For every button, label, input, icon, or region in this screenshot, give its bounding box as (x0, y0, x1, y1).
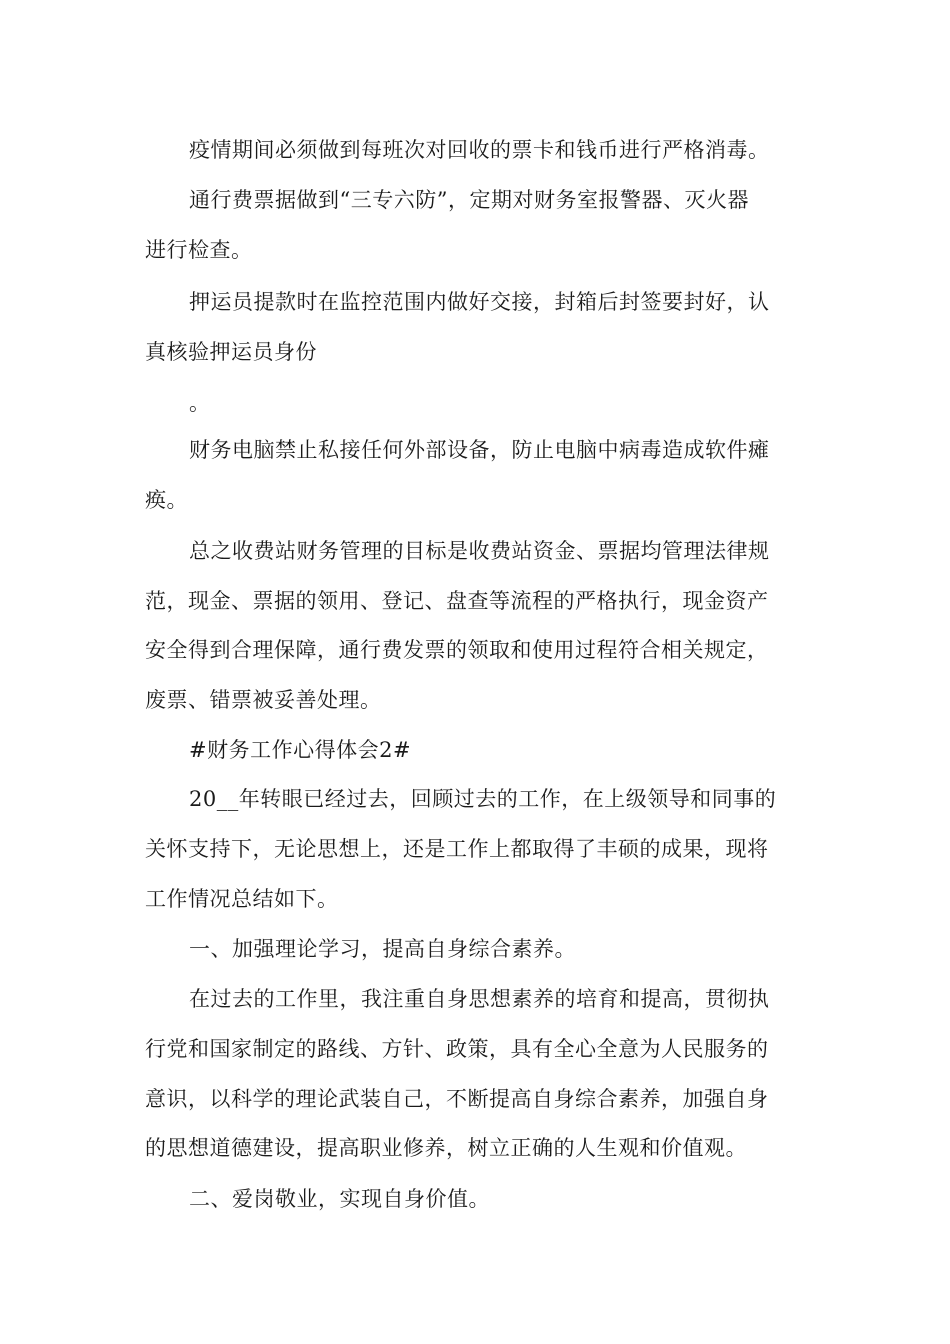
text-line: 行党和国家制定的路线、方针、政策，具有全心全意为人民服务的 (145, 1037, 769, 1061)
text-line: 真核验押运员身份 (145, 340, 317, 364)
text-line: 总之收费站财务管理的目标是收费站资金、票据均管理法律规 (189, 539, 770, 563)
text-line: 20__年转眼已经过去，回顾过去的工作，在上级领导和同事的 (189, 787, 777, 811)
text-line: 通行费票据做到“三专六防”，定期对财务室报警器、灭火器 (189, 188, 749, 212)
text-line: 在过去的工作里，我注重自身思想素养的培育和提高，贯彻执 (189, 987, 770, 1011)
text-line: 的思想道德建设，提高职业修养，树立正确的人生观和价值观。 (145, 1136, 747, 1160)
text-line: 安全得到合理保障，通行费发票的领取和使用过程符合相关规定， (145, 638, 769, 662)
text-line: 意识，以科学的理论武装自己，不断提高自身综合素养，加强自身 (145, 1087, 769, 1111)
text-line: 财务电脑禁止私接任何外部设备，防止电脑中病毒造成软件瘫 (189, 438, 770, 462)
text-line: 范，现金、票据的领用、登记、盘查等流程的严格执行，现金资产 (145, 589, 769, 613)
text-line: 工作情况总结如下。 (145, 887, 339, 911)
text-line: 进行检查。 (145, 238, 253, 262)
text-line: 。 (189, 391, 211, 415)
text-line: 押运员提款时在监控范围内做好交接，封箱后封签要封好，认 (189, 290, 770, 314)
text-line: 废票、错票被妥善处理。 (145, 688, 382, 712)
text-line: 疫情期间必须做到每班次对回收的票卡和钱币进行严格消毒。 (189, 138, 770, 162)
subheading: 一、加强理论学习，提高自身综合素养。 (189, 937, 576, 961)
section-heading: #财务工作心得体会2# (189, 738, 412, 762)
text-line: 痪。 (145, 488, 188, 512)
subheading: 二、爱岗敬业，实现自身价值。 (189, 1187, 490, 1211)
text-line: 关怀支持下，无论思想上，还是工作上都取得了丰硕的成果，现将 (145, 837, 769, 861)
